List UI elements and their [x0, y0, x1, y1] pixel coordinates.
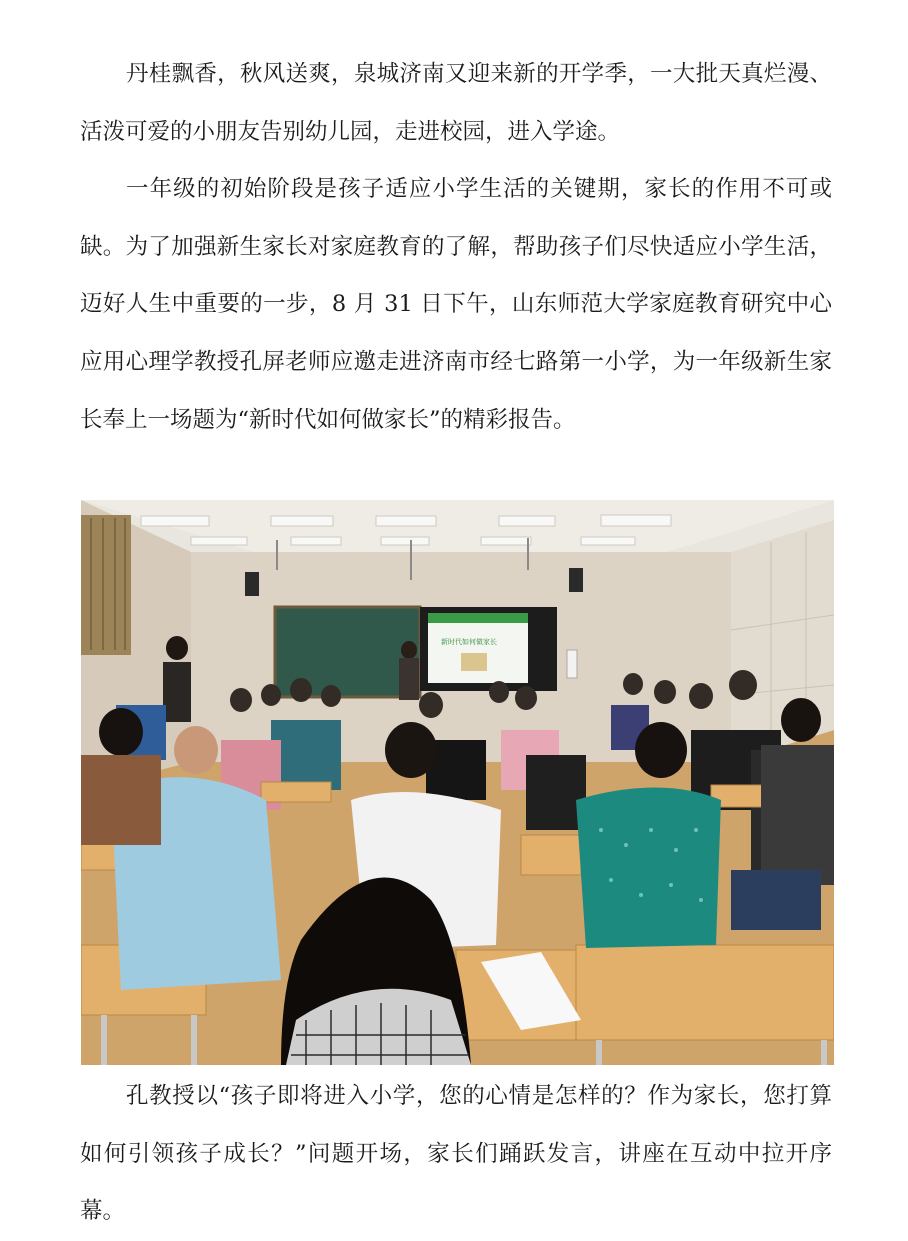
- paragraph-event: 一年级的初始阶段是孩子适应小学生活的关键期，家长的作用不可或缺。为了加强新生家长对家庭教育的了解，帮助孩子们尽快适应小学生活，迈好人生中重要的一步，8 月 31 日下午，山东师范大学家庭教育研究中心应用心理学教授孔屏老师应邀走进济南市经七路第一小学，为一年级新生家长奉上一场题为“新时代如何做家长”的精彩报告。: [80, 176, 832, 433]
- projector-slide-title: 新时代如何做家长: [441, 638, 497, 646]
- paragraph-intro: 丹桂飘香，秋风送爽，泉城济南又迎来新的开学季，一大批天真烂漫、活泼可爱的小朋友告别幼儿园，走进校园，进入学途。: [80, 61, 832, 145]
- classroom-lecture-photo: [81, 500, 834, 1065]
- paragraph-opening: 孔教授以“孩子即将进入小学，您的心情是怎样的？作为家长，您打算如何引领孩子成长？”问题开场，家长们踊跃发言，讲座在互动中拉开序幕。: [80, 1083, 832, 1225]
